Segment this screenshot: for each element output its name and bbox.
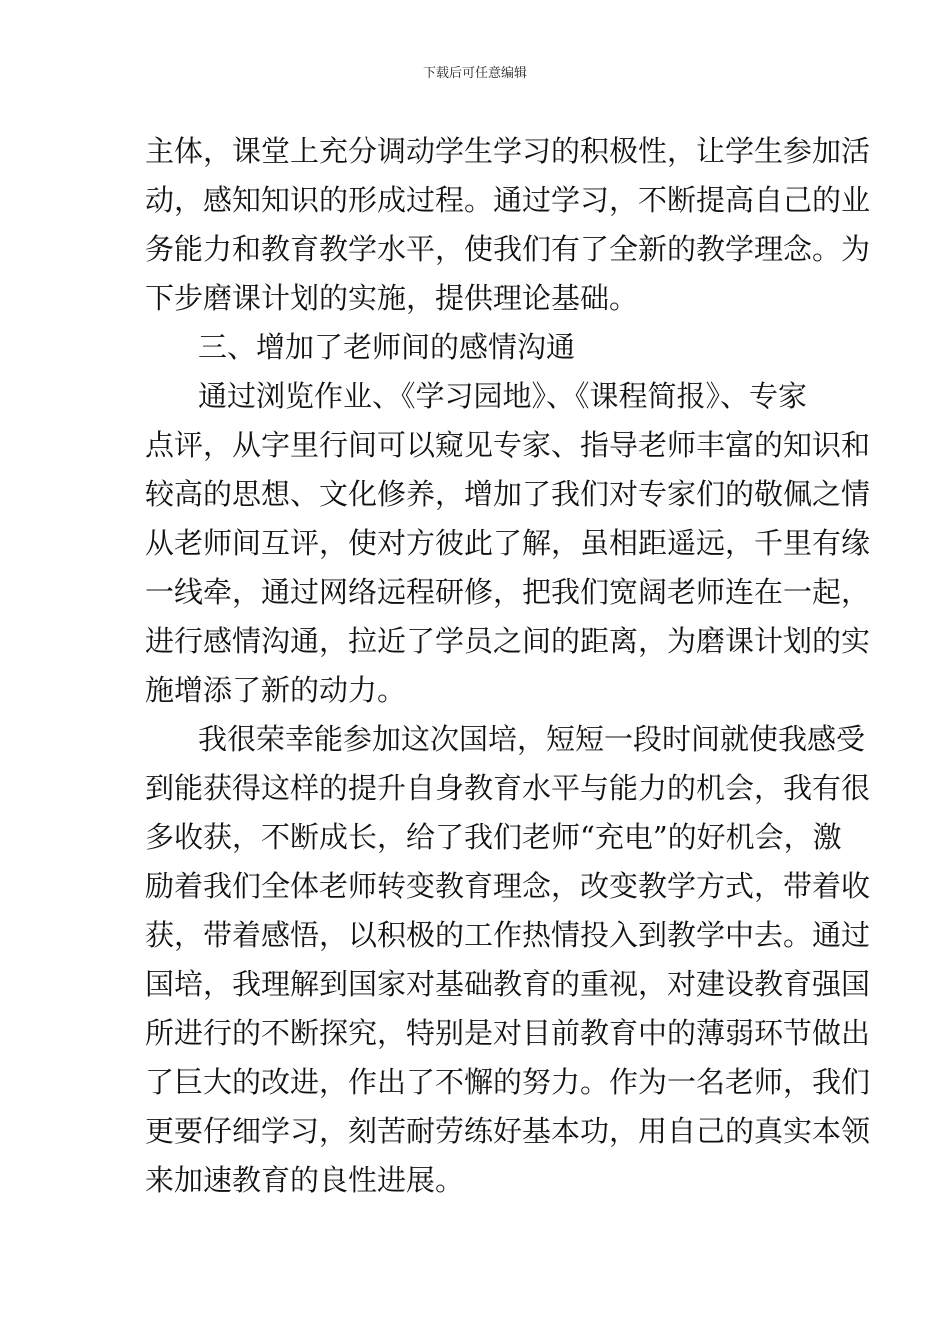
text-line: 所进行的不断探究，特别是对目前教育中的薄弱环节做出: [145, 1016, 871, 1050]
text-line: 通过浏览作业、《学习园地》、《课程简报》、专家: [198, 379, 808, 413]
text-line: 励着我们全体老师转变教育理念，改变教学方式，带着收: [145, 869, 871, 903]
text-line: 了巨大的改进，作出了不懈的努力。作为一名老师，我们: [145, 1065, 871, 1099]
text-line: 到能获得这样的提升自身教育水平与能力的机会，我有很: [145, 771, 871, 805]
text-line: 获，带着感悟，以积极的工作热情投入到教学中去。通过: [145, 918, 871, 952]
heading-line: 三、增加了老师间的感情沟通: [198, 330, 576, 364]
header-text: 下载后可任意编辑: [422, 66, 527, 81]
text-line: 较高的思想、文化修养，增加了我们对专家们的敬佩之情: [145, 477, 871, 511]
paragraph: [145, 715, 871, 1205]
text-line: 施增添了新的动力。: [145, 673, 407, 707]
text-line: 更要仔细学习，刻苦耐劳练好基本功，用自己的真实本领: [145, 1114, 871, 1148]
text-line: 下步磨课计划的实施，提供理论基础。: [145, 281, 639, 315]
text-line: 务能力和教育教学水平，使我们有了全新的教学理念。为: [145, 232, 871, 266]
paragraph: [145, 127, 871, 323]
text-line: 国培，我理解到国家对基础教育的重视，对建设教育强国: [145, 967, 871, 1001]
text-line: 动，感知知识的形成过程。通过学习，不断提高自己的业: [145, 183, 871, 217]
text-line: 从老师间互评，使对方彼此了解，虽相距遥远，千里有缘: [145, 526, 871, 560]
text-line: 来加速教育的良性进展。: [145, 1163, 465, 1197]
text-line: 我很荣幸能参加这次国培，短短一段时间就使我感受: [198, 722, 866, 756]
text-line: 一线牵，通过网络远程研修，把我们宽阔老师连在一起，: [145, 575, 871, 609]
document-body: [145, 127, 871, 1205]
text-line: 主体，课堂上充分调动学生学习的积极性，让学生参加活: [145, 134, 871, 168]
page-header: [0, 64, 950, 84]
text-line: 进行感情沟通，拉近了学员之间的距离，为磨课计划的实: [145, 624, 871, 658]
text-line: 多收获，不断成长，给了我们老师“充电”的好机会，激: [145, 820, 842, 854]
text-line: 点评，从字里行间可以窥见专家、指导老师丰富的知识和: [145, 428, 871, 462]
paragraph: [145, 372, 871, 715]
section-heading: [145, 323, 810, 372]
